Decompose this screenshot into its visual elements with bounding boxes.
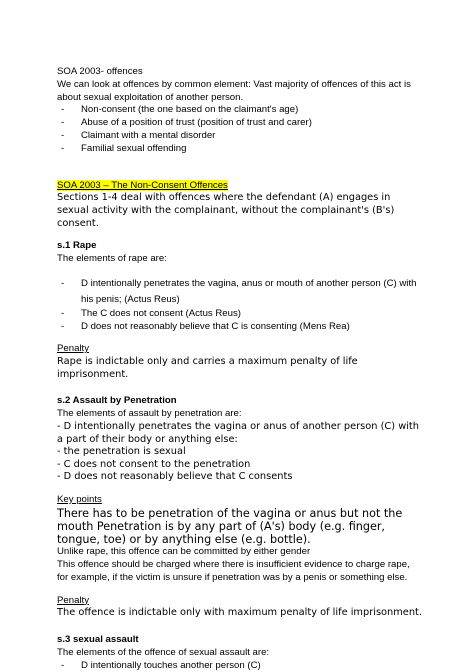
dash-bullet: - bbox=[61, 117, 65, 129]
highlighted-heading: SOA 2003 – The Non-Consent Offences bbox=[57, 179, 228, 191]
list-item: - D intentionally penetrates the vagina, anus or mouth of another person (C) with his penis; (Actus Reus) bbox=[57, 276, 422, 308]
section-title: SOA 2003- offences bbox=[57, 66, 143, 77]
key-points-text: There has to be penetration of the vagina or anus but not the mouth Penetration is by any part of (A's) body (e.g. finger, tongue, toe) or by anything else (e.g. bottle). bbox=[57, 506, 403, 547]
section-intro: We can look at offences by common element: Vast majority of offences of this act is about sexual exploitation of another person. bbox=[57, 78, 411, 103]
penalty-text: Rape is indictable only and carries a maximum penalty of life imprisonment. bbox=[57, 356, 358, 380]
penalty-text: The offence is indictable only with maximum penalty of life imprisonment. bbox=[57, 607, 422, 619]
elements-label: The elements of assault by penetration are: bbox=[57, 408, 242, 420]
penalty-label: Penalty bbox=[57, 343, 89, 355]
list-item: - D intentionally touches another person (C) bbox=[57, 660, 422, 672]
penalty-label: Penalty bbox=[57, 594, 89, 606]
key-points-label: Key points bbox=[57, 493, 102, 505]
dash-bullet: - bbox=[61, 129, 65, 141]
key-note: This offence should be charged where there is insufficient evidence to charge rape, for example, if the victim is unsure if penetration was by a penis or something else. bbox=[57, 559, 410, 583]
list-item: - Claimant with a mental disorder bbox=[57, 130, 422, 143]
list-item: - Familial sexual offending bbox=[57, 143, 422, 156]
list-item: - The C does not consent (Actus Reus) bbox=[57, 308, 422, 321]
key-note: Unlike rape, this offence can be committed by either gender bbox=[57, 546, 311, 558]
rape-heading: s.1 Rape bbox=[57, 240, 97, 252]
list-item: - Abuse of a position of trust (position of trust and carer) bbox=[57, 117, 422, 130]
elements-label: The elements of rape are: bbox=[57, 252, 167, 264]
element-item: - D intentionally penetrates the vagina or anus of another person (C) with a part of their body or anything else: bbox=[57, 420, 419, 445]
dash-bullet: - bbox=[61, 104, 65, 116]
list-item: - Non-consent (the one based on the claimant's age) bbox=[57, 104, 422, 117]
sexual-assault-heading: s.3 sexual assault bbox=[57, 634, 139, 646]
dash-bullet: - bbox=[61, 277, 65, 289]
elements-label: The elements of the offence of sexual assault are: bbox=[57, 646, 270, 658]
dash-bullet: - bbox=[61, 142, 65, 154]
list-item: - D does not reasonably believe that C is consenting (Mens Rea) bbox=[57, 321, 422, 334]
element-item: - D does not reasonably believe that C consents bbox=[57, 471, 293, 483]
dash-bullet: - bbox=[61, 307, 65, 319]
section-intro: Sections 1-4 deal with offences where the defendant (A) engages in sexual activity with the complainant, without the complainant's (B's) consent. bbox=[57, 192, 395, 229]
element-item: - the penetration is sexual bbox=[57, 446, 186, 458]
assault-penetration-heading: s.2 Assault by Penetration bbox=[57, 395, 177, 407]
element-item: - C does not consent to the penetration bbox=[57, 458, 251, 470]
dash-bullet: - bbox=[61, 659, 65, 671]
dash-bullet: - bbox=[61, 320, 65, 332]
